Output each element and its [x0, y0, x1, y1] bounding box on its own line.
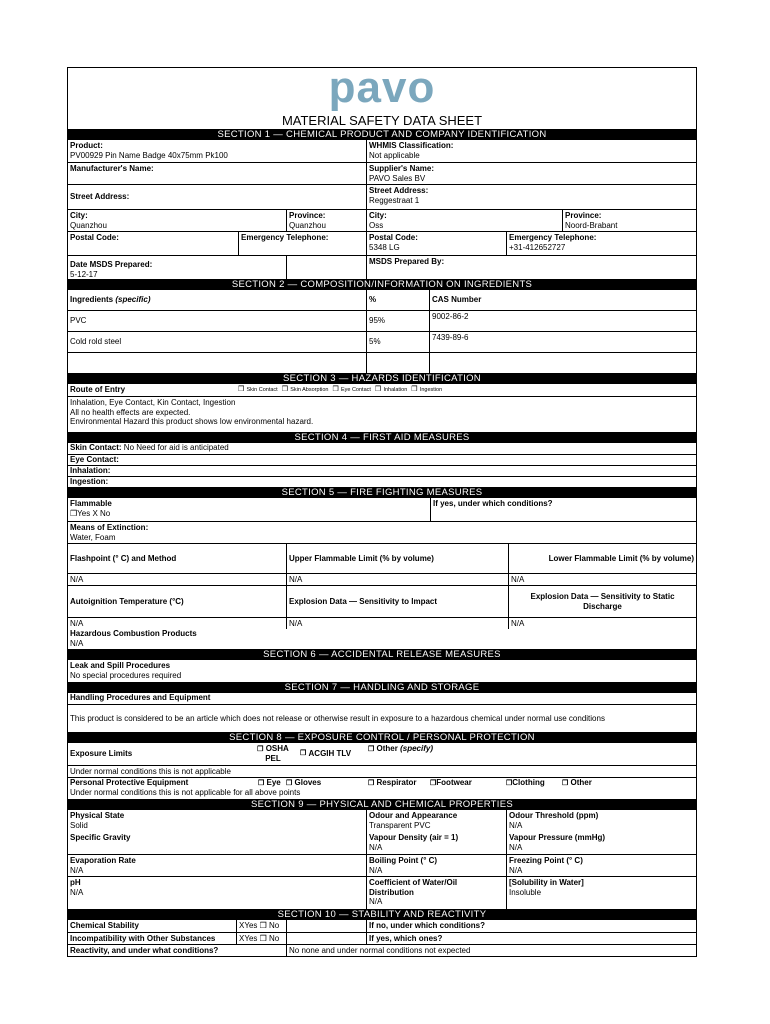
route-label-text: Skin Absorption	[290, 387, 329, 394]
postal2-cell	[366, 232, 506, 255]
msds-sheet	[67, 63, 697, 957]
threshold-cell	[506, 810, 696, 832]
incompat-value[interactable]: XYes ❒ No	[236, 933, 286, 944]
hazard-notes	[68, 397, 696, 432]
street2-cell	[366, 185, 696, 209]
s1-city-row	[68, 209, 696, 231]
cas-header: CAS Number	[429, 290, 696, 310]
supplier-label: Supplier's Name:	[369, 164, 435, 173]
solubility-value: Insoluble	[509, 887, 542, 897]
vpressure-value: N/A	[509, 842, 523, 852]
physical-state-label: Physical State	[70, 811, 125, 820]
province2-label: Province:	[565, 211, 602, 220]
odour-value: Transparent PVC	[369, 820, 431, 830]
province2-value: Noord-Brabant	[565, 220, 618, 230]
section-6-header: SECTION 6 — ACCIDENTAL RELEASE MEASURES	[68, 649, 696, 660]
street2-value: Reggestraat 1	[369, 195, 420, 205]
odour-cell	[366, 810, 506, 832]
section-4-header: SECTION 4 — FIRST AID MEASURES	[68, 432, 696, 443]
solubility-cell	[506, 877, 696, 909]
ppe-respirator-option[interactable]	[368, 778, 430, 787]
freezing-cell	[506, 855, 696, 876]
ingredient-pct: 95%	[366, 311, 429, 331]
leak-cell	[68, 660, 696, 682]
s4-skin-row	[68, 443, 696, 454]
city-value: Quanzhou	[70, 220, 107, 230]
s9-row-4	[68, 876, 696, 909]
gravity-cell	[68, 832, 366, 854]
ppe-gloves-option[interactable]	[286, 778, 368, 787]
city2-value: Oss	[369, 220, 384, 230]
s9-row-3	[68, 854, 696, 876]
acgih-label: ACGIH TLV	[308, 749, 352, 759]
ppe-option-label: Gloves	[294, 778, 322, 787]
s8-ppe-value-row	[68, 788, 696, 799]
s8-limits-value-row	[68, 765, 696, 777]
leak-value: No special procedures required	[70, 670, 182, 680]
product-label: Product:	[70, 141, 103, 150]
odour-label: Odour and Appearance	[369, 811, 458, 820]
ppe-option-label: Clothing	[512, 778, 545, 787]
city2-cell	[366, 210, 562, 231]
manufacturer-cell	[68, 163, 366, 184]
route-label-text: Ingestion	[419, 387, 443, 394]
skin-contact-label: Skin Contact:	[70, 443, 122, 452]
prepared-by-cell	[366, 256, 696, 279]
route-ingestion[interactable]	[411, 384, 442, 396]
city-cell	[68, 210, 286, 231]
ph-cell	[68, 877, 366, 909]
checkbox-icon: ❒	[286, 780, 293, 787]
section-1-header: SECTION 1 — CHEMICAL PRODUCT AND COMPANY IDENTIFICATION	[68, 129, 696, 140]
s3-route-row	[68, 384, 696, 396]
province-label: Province:	[289, 211, 326, 220]
skin-contact-cell	[68, 443, 696, 454]
vpressure-label: Vapour Pressure (mmHg)	[509, 833, 606, 842]
ingredients-specific: (specific)	[115, 295, 151, 305]
coeff-cell	[366, 877, 506, 909]
exposure-limits-label: Exposure Limits	[70, 749, 133, 759]
s5-flammable-row	[68, 498, 696, 521]
autoignition-value: N/A	[70, 619, 84, 628]
static-value: N/A	[508, 618, 696, 629]
ppe-label: Personal Protective Equipment	[70, 778, 189, 787]
upper-limit-label: Upper Flammable Limit (% by volume)	[286, 544, 508, 573]
checkbox-icon: ❒	[368, 746, 375, 753]
checkbox-icon: ❒	[238, 386, 245, 394]
hazard-line-2: All no health effects are expected.	[70, 407, 191, 417]
inhalation-label: Inhalation:	[70, 466, 111, 475]
ingredient-name: Cold rold steel	[70, 337, 122, 347]
blank-cell	[286, 920, 366, 932]
emergency2-value: +31-412652727	[509, 242, 566, 252]
province2-cell	[562, 210, 696, 231]
checkbox-icon: ❒	[368, 780, 375, 787]
ppe-footwear-option[interactable]	[430, 778, 506, 787]
limits-value: Under normal conditions this is not applicable	[70, 767, 231, 776]
checkbox-icon: ❒	[258, 780, 265, 787]
province-value: Quanzhou	[289, 220, 326, 230]
blank-cell	[68, 353, 366, 373]
stability-label: Chemical Stability	[70, 921, 139, 930]
flammable-cell	[68, 498, 430, 521]
postal2-label: Postal Code:	[369, 233, 418, 242]
emergency2-cell	[506, 232, 696, 255]
ppe-clothing-option[interactable]	[506, 778, 562, 787]
ppe-option-label: Respirator	[376, 778, 417, 787]
evap-value: N/A	[70, 865, 84, 875]
combustion-cell	[68, 629, 696, 649]
ph-value: N/A	[70, 887, 84, 897]
supplier-cell	[366, 163, 696, 184]
handling-label: Handling Procedures and Equipment	[70, 693, 211, 702]
ingredient-pct: 5%	[366, 332, 429, 352]
ingestion-label: Ingestion:	[70, 477, 109, 486]
flammable-label: Flammable	[70, 499, 112, 508]
osha-label: OSHA PEL	[265, 744, 289, 763]
coeff-value: N/A	[369, 897, 383, 906]
ppe-option-label: Eye	[266, 778, 281, 787]
s5-explosion-values-row	[68, 617, 696, 629]
product-value: PV00929 Pin Name Badge 40x75mm Pk100	[70, 150, 228, 160]
static-label: Explosion Data — Sensitivity to Static Discharge	[508, 586, 696, 617]
ingredient-cas: 7439-89-6	[429, 332, 696, 352]
s9-row-2	[68, 832, 696, 854]
ph-label: pH	[70, 878, 81, 887]
impact-value: N/A	[286, 618, 508, 629]
hazard-line-3: Environmental Hazard this product shows low environmental hazard.	[70, 417, 314, 426]
leak-label: Leak and Spill Procedures	[70, 661, 171, 670]
emergency2-label: Emergency Telephone:	[509, 233, 597, 242]
section-10-header: SECTION 10 — STABILITY AND REACTIVITY	[68, 909, 696, 920]
vdensity-value: N/A	[369, 842, 383, 852]
section-3-header: SECTION 3 — HAZARDS IDENTIFICATION	[68, 373, 696, 384]
s2-row-2	[68, 331, 696, 352]
checkbox-icon: ❒	[300, 750, 307, 758]
manufacturer-label: Manufacturer's Name:	[70, 164, 154, 173]
s5-explosion-header-row	[68, 585, 696, 617]
s5-combustion-row	[68, 629, 696, 649]
checkbox-icon: ❒	[411, 386, 418, 394]
reactivity-label: Reactivity, and under what conditions?	[70, 946, 219, 955]
other-specify-option[interactable]	[366, 743, 696, 765]
vdensity-label: Vapour Density (air = 1)	[369, 833, 459, 842]
lower-limit-value: N/A	[508, 574, 696, 585]
ppe-option-label: Other	[570, 778, 592, 787]
combustion-value: N/A	[70, 638, 84, 648]
s6-leak-row	[68, 660, 696, 682]
s10-reactivity-row	[68, 944, 696, 956]
boiling-cell	[366, 855, 506, 876]
autoignition-label: Autoignition Temperature (°C)	[70, 596, 184, 606]
ppe-value: Under normal conditions this is not applicable for all above points	[70, 788, 301, 797]
s7-handling-label-row	[68, 693, 696, 704]
checkbox-icon: ❒	[430, 780, 437, 787]
route-options	[236, 384, 696, 396]
stability-conditions: If no, under which conditions?	[366, 920, 696, 932]
checkbox-icon: ❒	[281, 386, 288, 394]
blank-cell	[286, 256, 366, 279]
extinction-value: Water, Foam	[70, 532, 116, 542]
route-skin-contact[interactable]	[238, 384, 278, 396]
freezing-label: Freezing Point (° C)	[509, 856, 583, 865]
flashpoint-label: Flashpoint (° C) and Method	[70, 553, 177, 563]
ingredients-label: Ingredients	[70, 295, 114, 305]
coeff-label: Coefficient of Water/Oil Distribution	[369, 878, 458, 897]
s10-stability-row	[68, 920, 696, 932]
upper-limit-value: N/A	[286, 574, 508, 585]
document-title: MATERIAL SAFETY DATA SHEET	[281, 113, 483, 128]
route-label-text: Skin Contact	[246, 387, 278, 394]
incompat-label: Incompatibility with Other Substances	[70, 934, 216, 943]
eye-contact-label: Eye Contact:	[70, 455, 119, 464]
blank-cell	[429, 353, 696, 373]
evap-label: Evaporation Rate	[70, 856, 136, 865]
ingredient-name: PVC	[70, 316, 87, 326]
pct-header: %	[366, 290, 429, 310]
s4-inhalation-row	[68, 465, 696, 476]
s10-incompat-row	[68, 932, 696, 944]
route-label-text: Inhalation	[383, 387, 408, 394]
s1-date-row	[68, 255, 696, 279]
s1-product-row	[68, 140, 696, 162]
blank-cell	[286, 933, 366, 944]
s1-street-row	[68, 184, 696, 209]
stability-value[interactable]: XYes ❒ No	[236, 920, 286, 932]
route-label: Route of Entry	[70, 385, 126, 394]
skin-contact-value: No Need for aid is anticipated	[123, 443, 229, 452]
emergency-label: Emergency Telephone:	[241, 233, 329, 242]
ingredient-cas: 9002-86-2	[429, 311, 696, 331]
other-specify-label: (specify)	[400, 744, 433, 753]
flashpoint-value: N/A	[70, 575, 84, 584]
solubility-label: [Solubility in Water]	[509, 878, 584, 887]
evap-cell	[68, 855, 366, 876]
ppe-option-label: Footwear	[436, 778, 472, 787]
impact-label: Explosion Data — Sensitivity to Impact	[286, 586, 508, 617]
handling-value: This product is considered to be an article which does not release or otherwise result in exposure to a hazardous chemical under normal use conditions	[70, 713, 605, 723]
acgih-tlv-option[interactable]	[298, 743, 366, 765]
street-label: Street Address:	[70, 192, 130, 202]
section-2-header: SECTION 2 — COMPOSITION/INFORMATION ON INGREDIENTS	[68, 279, 696, 290]
threshold-label: Odour Threshold (ppm)	[509, 811, 599, 820]
s3-notes	[68, 396, 696, 432]
s5-flash-header-row	[68, 543, 696, 573]
whmis-cell	[366, 140, 696, 162]
lower-limit-label: Lower Flammable Limit (% by volume)	[508, 544, 696, 573]
street2-label: Street Address:	[369, 186, 429, 195]
ppe-other-option[interactable]	[562, 778, 592, 787]
route-eye-contact[interactable]	[332, 384, 370, 396]
vpressure-cell	[506, 832, 696, 854]
section-7-header: SECTION 7 — HANDLING AND STORAGE	[68, 682, 696, 693]
checkbox-icon: ❒	[506, 780, 513, 787]
hazard-line-1: Inhalation, Eye Contact, Kin Contact, Ingestion	[70, 398, 236, 407]
s1-manufacturer-row	[68, 162, 696, 184]
combustion-label: Hazardous Combustion Products	[70, 629, 197, 638]
extinction-cell	[68, 522, 696, 543]
prepared-by-label: MSDS Prepared By:	[369, 257, 445, 266]
osha-pel-option[interactable]	[248, 743, 298, 765]
s8-ppe-row	[68, 777, 696, 788]
flammable-yes-no[interactable]: ❒Yes X No	[70, 508, 111, 518]
s7-handling-value-row	[68, 704, 696, 732]
s9-row-1	[68, 810, 696, 832]
checkbox-icon: ❒	[562, 780, 569, 787]
ppe-options	[68, 778, 696, 788]
section-5-header: SECTION 5 — FIRE FIGHTING MEASURES	[68, 487, 696, 498]
checkbox-icon: ❒	[374, 386, 382, 394]
boiling-value: N/A	[369, 865, 383, 875]
city2-label: City:	[369, 211, 387, 220]
product-cell	[68, 140, 366, 162]
blank-cell	[366, 353, 429, 373]
physical-state-value: Solid	[70, 820, 88, 830]
reactivity-value: No none and under normal conditions not expected	[286, 945, 696, 956]
street-cell	[68, 185, 366, 209]
extinction-label: Means of Extinction:	[70, 523, 149, 532]
s5-extinction-row	[68, 521, 696, 543]
emergency-cell	[238, 232, 366, 255]
postal2-value: 5348 LG	[369, 242, 400, 252]
s8-limits-row	[68, 743, 696, 765]
vdensity-cell	[366, 832, 506, 854]
whmis-value: Not applicable	[369, 150, 420, 160]
physical-state-cell	[68, 810, 366, 832]
supplier-value: PAVO Sales BV	[369, 173, 426, 183]
s1-postal-row	[68, 231, 696, 255]
route-label-text: Eye Contact	[340, 387, 371, 394]
route-skin-absorption[interactable]	[282, 384, 329, 396]
s2-row-blank	[68, 352, 696, 373]
conditions-label: If yes, under which conditions?	[430, 498, 696, 521]
postal-label: Postal Code:	[70, 233, 119, 242]
s2-row-1	[68, 310, 696, 331]
pavo-logo: pavo	[328, 63, 436, 112]
incompat-conditions: If yes, which ones?	[366, 933, 696, 944]
other-label: Other	[376, 744, 398, 753]
postal-cell	[68, 232, 238, 255]
whmis-label: WHMIS Classification:	[369, 141, 454, 150]
ingredients-header	[68, 290, 366, 310]
threshold-value: N/A	[509, 820, 523, 830]
freezing-value: N/A	[509, 865, 523, 875]
boiling-label: Boiling Point (° C)	[369, 856, 438, 865]
section-8-header: SECTION 8 — EXPOSURE CONTROL / PERSONAL PROTECTION	[68, 732, 696, 743]
city-label: City:	[70, 211, 88, 220]
section-9-header: SECTION 9 — PHYSICAL AND CHEMICAL PROPERTIES	[68, 799, 696, 810]
date-cell	[68, 256, 286, 279]
s4-ingestion-row	[68, 476, 696, 487]
s5-flash-values-row	[68, 573, 696, 585]
date-value: 5-12-17	[70, 269, 98, 279]
ppe-eye-option[interactable]	[258, 778, 286, 787]
checkbox-icon: ❒	[257, 746, 264, 753]
date-label: Date MSDS Prepared:	[70, 260, 153, 269]
s4-eye-row	[68, 454, 696, 465]
gravity-label: Specific Gravity	[70, 833, 131, 842]
route-inhalation[interactable]	[375, 384, 407, 396]
province-cell	[286, 210, 366, 231]
s2-header-row	[68, 290, 696, 310]
checkbox-icon: ❒	[332, 386, 339, 394]
